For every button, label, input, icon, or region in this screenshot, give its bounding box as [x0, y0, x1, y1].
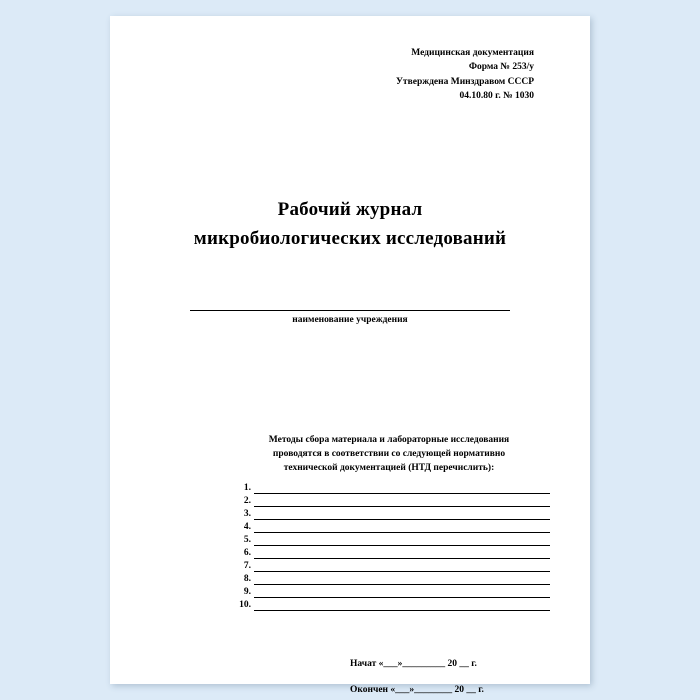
- started-date-field[interactable]: Начат «___»_________ 20 __ г.: [350, 658, 477, 669]
- list-item-number: 7.: [243, 560, 251, 571]
- list-item-number: 2.: [243, 495, 251, 506]
- list-item-rule[interactable]: [254, 522, 550, 533]
- finished-date-field[interactable]: Окончен «___»________ 20 __ г.: [350, 684, 484, 695]
- list-item-number: 1.: [243, 482, 251, 493]
- methods-note-line-2: проводятся в соответствии со следующей нормативно: [272, 449, 506, 460]
- list-item-rule[interactable]: [254, 496, 550, 507]
- list-item-number: 4.: [243, 521, 251, 532]
- list-item-number: 10.: [239, 599, 251, 610]
- list-item: [234, 483, 550, 494]
- list-item-rule[interactable]: [254, 574, 550, 585]
- methods-note: [234, 433, 550, 476]
- list-item-rule[interactable]: [254, 561, 550, 572]
- list-item: [234, 548, 550, 559]
- list-item: [234, 561, 550, 572]
- page-title-line-2: микробиологических исследований: [193, 228, 507, 250]
- methods-note-line-1: Методы сбора материала и лабораторные исследования: [268, 434, 510, 445]
- institution-field: [150, 310, 550, 325]
- list-item-number: 6.: [243, 547, 251, 558]
- list-item-rule[interactable]: [254, 483, 550, 494]
- list-item-rule[interactable]: [254, 587, 550, 598]
- institution-caption: наименование учреждения: [292, 314, 408, 325]
- ntd-list: [234, 483, 550, 611]
- methods-section: [150, 433, 550, 611]
- list-item-rule[interactable]: [254, 535, 550, 546]
- list-item-number: 5.: [243, 534, 251, 545]
- list-item-rule[interactable]: [254, 509, 550, 520]
- form-header-line-2: Форма № 253/у: [468, 62, 534, 73]
- form-header-line-3: Утверждена Минздравом СССР: [395, 76, 534, 87]
- form-header-line-1: Медицинская документация: [411, 48, 534, 58]
- list-item-number: 8.: [243, 573, 251, 584]
- list-item: [234, 522, 550, 533]
- institution-rule: [190, 310, 510, 311]
- list-item: [234, 587, 550, 598]
- list-item-number: 3.: [243, 508, 251, 519]
- date-fields: [150, 659, 550, 695]
- list-item: [234, 496, 550, 507]
- list-item-rule[interactable]: [254, 600, 550, 611]
- document-page: [110, 16, 590, 695]
- list-item: [234, 600, 550, 611]
- list-item-rule[interactable]: [254, 548, 550, 559]
- list-item-number: 9.: [243, 586, 251, 597]
- methods-note-line-3: технической документацией (НТД перечислить):: [283, 463, 495, 474]
- page-title-line-1: Рабочий журнал: [277, 199, 423, 220]
- form-header-line-4: 04.10.80 г. № 1030: [459, 90, 534, 101]
- document-title: [150, 195, 550, 254]
- list-item: [234, 574, 550, 585]
- list-item: [234, 509, 550, 520]
- list-item: [234, 535, 550, 546]
- form-header: [150, 46, 550, 103]
